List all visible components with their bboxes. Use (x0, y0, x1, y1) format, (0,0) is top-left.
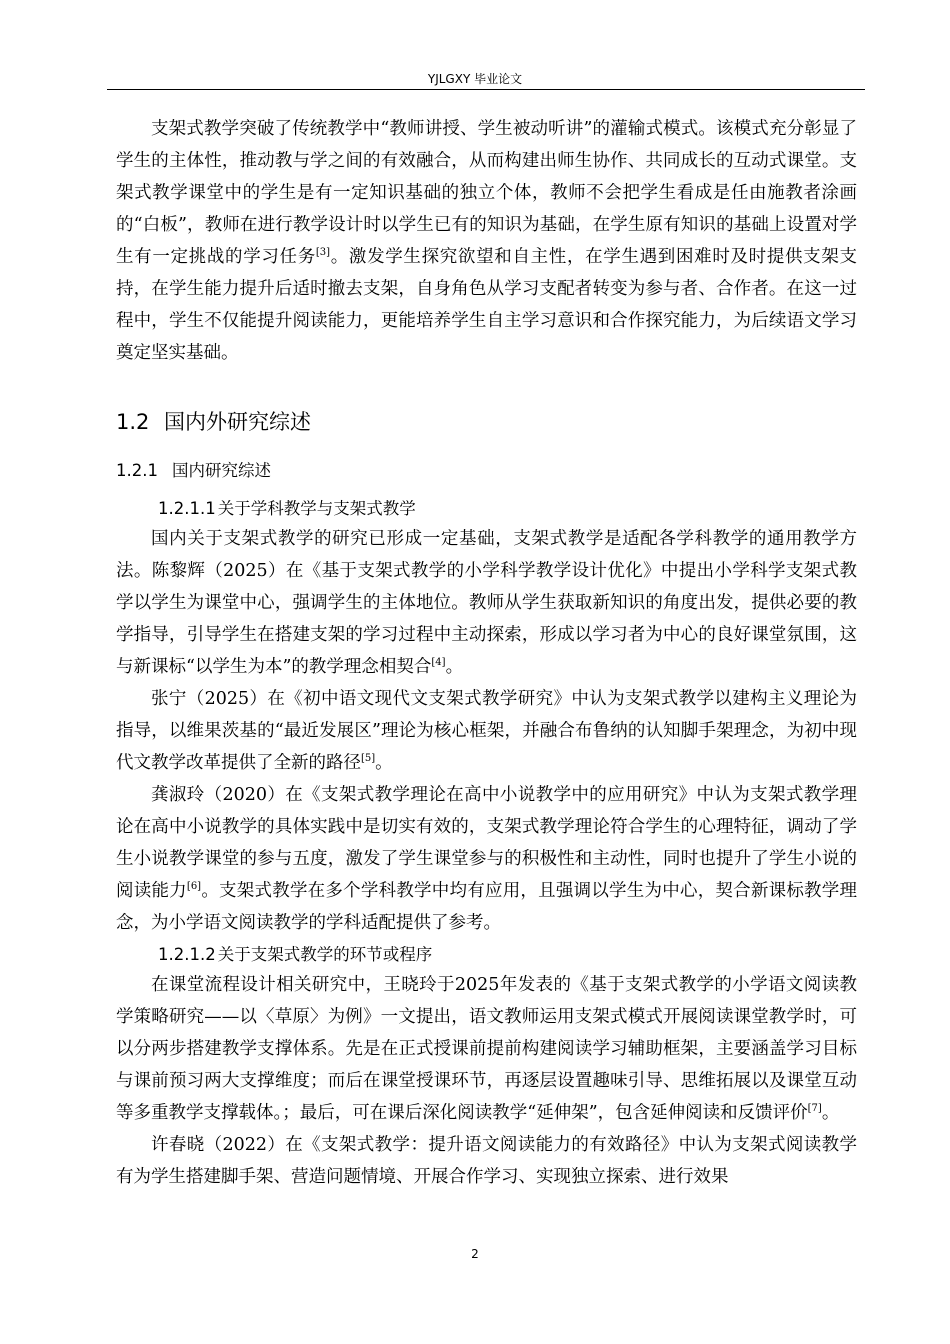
citation-ref: [3] (315, 247, 331, 259)
body-paragraph (116, 969, 857, 1129)
subsubsection-title: 关于学科教学与支架式教学 (217, 499, 416, 518)
section-number: 1.2 (116, 410, 150, 434)
paragraph-text: 。 (821, 1103, 840, 1123)
body-paragraph (116, 779, 857, 939)
body-paragraph (116, 523, 857, 683)
citation-ref: [5] (361, 753, 376, 765)
page-number: 2 (471, 1247, 479, 1261)
header-divider (107, 89, 865, 90)
subsubsection-number: 1.2.1.1 (158, 499, 216, 518)
citation-ref: [6] (186, 881, 202, 893)
subsection-number: 1.2.1 (116, 461, 158, 480)
section-heading (116, 405, 857, 439)
paragraph-text: 张宁（2025）在《初中语文现代文支架式教学研究》中认为支架式教学以建构主义理论为指导，以维果茨基的“最近发展区”理论为核心框架，并融合布鲁纳的认知脚手架理念，为初中现代文教学改革提供了全新的路径 (116, 689, 857, 773)
subsubsection-heading (158, 495, 857, 523)
body-paragraph (116, 683, 857, 779)
body-paragraph (116, 1129, 857, 1193)
citation-ref: [7] (807, 1103, 822, 1115)
subsubsection-title: 关于支架式教学的环节或程序 (217, 945, 433, 964)
subsubsection-heading (158, 941, 857, 969)
paragraph-text: 国内关于支架式教学的研究已形成一定基础，支架式教学是适配各学科教学的通用教学方法。陈黎辉（2025）在《基于支架式教学的小学科学教学设计优化》中提出小学科学支架式教学以学生为课堂中心，强调学生的主体地位。教师从学生获取新知识的角度出发，提供必要的教学指导，引导学生在搭建支架的学习过程中主动探索，形成以学习者为中心的良好课堂氛围，这与新课标“以学生为本”的教学理念相契合 (116, 529, 857, 677)
page-body (116, 113, 857, 1193)
paragraph-text: 。支架式教学在多个学科教学中均有应用，且强调以学生为中心，契合新课标教学理念，为小学语文阅读教学的学科适配提供了参考。 (116, 881, 858, 933)
paragraph-text: 在课堂流程设计相关研究中，王晓玲于2025年发表的《基于支架式教学的小学语文阅读教学策略研究——以〈草原〉为例》一文提出，语文教师运用支架式模式开展阅读课堂教学时，可以分两步搭建教学支撑体系。先是在正式授课前提前构建阅读学习辅助框架，主要涵盖学习目标与课前预习两大支撑维度；而后在课堂授课环节，再逐层设置趣味引导、思维拓展以及课堂互动等多重教学支撑载体。；最后，可在课后深化阅读教学“延伸架”，包含延伸阅读和反馈评价 (116, 975, 857, 1123)
paragraph-text: 。 (445, 657, 464, 677)
citation-ref: [4] (431, 657, 446, 669)
body-paragraph (116, 113, 857, 369)
section-title: 国内外研究综述 (164, 410, 311, 434)
subsection-heading (116, 457, 857, 485)
paragraph-text: 。激发学生探究欲望和自主性，在学生遇到困难时及时提供支架支持，在学生能力提升后适时撤去支架，自身角色从学习支配者转变为参与者、合作者。在这一过程中，学生不仅能提升阅读能力，更能培养学生自主学习意识和合作探究能力，为后续语文学习奠定坚实基础。 (116, 247, 858, 363)
subsubsection-number: 1.2.1.2 (158, 945, 216, 964)
paragraph-text: 。 (375, 753, 393, 773)
subsection-title: 国内研究综述 (172, 461, 271, 480)
paragraph-text: 许春晓（2022）在《支架式教学：提升语文阅读能力的有效路径》中认为支架式阅读教学有为学生搭建脚手架、营造问题情境、开展合作学习、实现独立探索、进行效果 (116, 1135, 857, 1187)
running-header: YJLGXY 毕业论文 (427, 72, 523, 86)
paragraph-text: 支架式教学突破了传统教学中“教师讲授、学生被动听讲”的灌输式模式。该模式充分彰显了学生的主体性，推动教与学之间的有效融合，从而构建出师生协作、共同成长的互动式课堂。支架式教学课堂中的学生是有一定知识基础的独立个体，教师不会把学生看成是任由施教者涂画的“白板”，教师在进行教学设计时以学生已有的知识为基础，在学生原有知识的基础上设置对学生有一定挑战的学习任务 (116, 119, 857, 267)
paragraph-text: 龚淑玲（2020）在《支架式教学理论在高中小说教学中的应用研究》中认为支架式教学理论在高中小说教学的具体实践中是切实有效的，支架式教学理论符合学生的心理特征，调动了学生小说教学课堂的参与五度，激发了学生课堂参与的积极性和主动性，同时也提升了学生小说的阅读能力 (116, 785, 857, 901)
